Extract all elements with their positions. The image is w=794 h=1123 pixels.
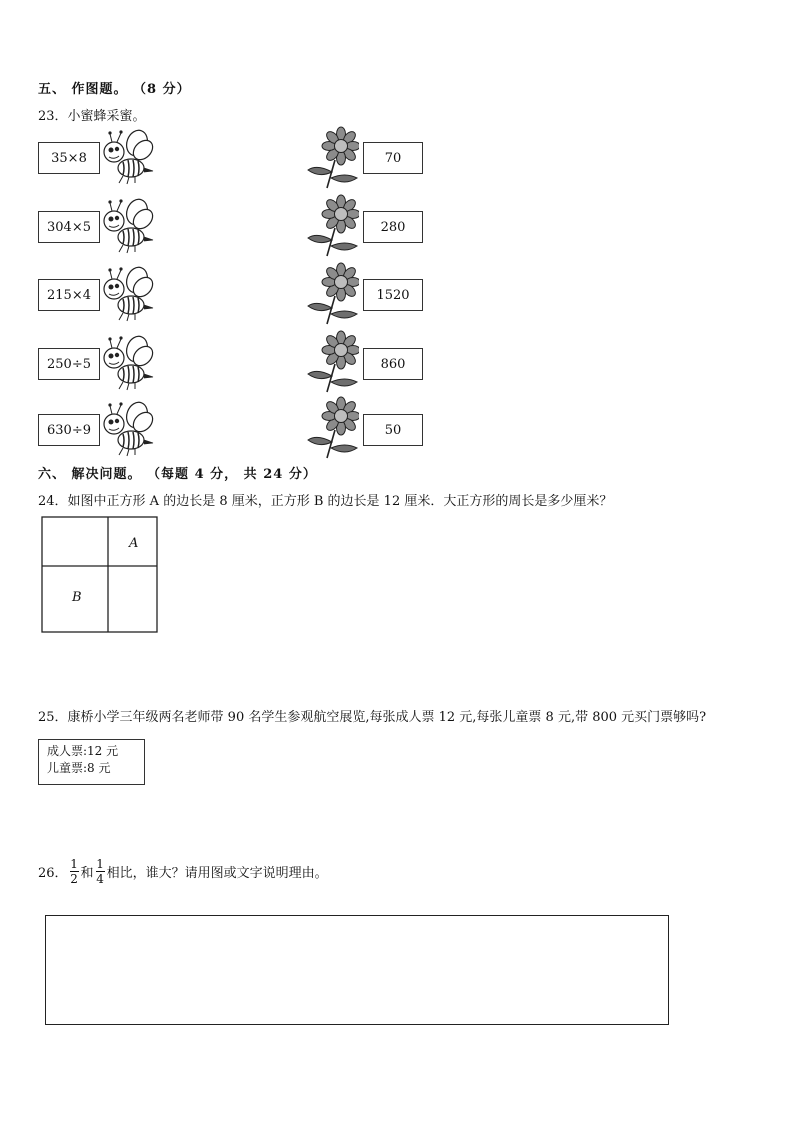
square-b-label: B	[72, 590, 82, 605]
answer-box[interactable]: 860	[363, 348, 423, 380]
fraction-one-quarter: $\frac{1}{4}$	[96, 857, 104, 886]
answer-area[interactable]	[45, 915, 669, 1025]
question-26-text: 26． $\frac{1}{2}$ 和 $\frac{1}{4}$ 相比，谁大？请用图或文字说明理由。	[38, 857, 328, 886]
flower-icon	[305, 396, 359, 460]
fraction-one-half: $\frac{1}{2}$	[70, 857, 78, 886]
ticket-price-box	[38, 739, 145, 785]
expression-box[interactable]: 304×5	[38, 211, 100, 243]
section-6-title: 六、 解决问题。 （每题 4 分， 共 24 分）	[38, 467, 317, 482]
flower-icon	[305, 194, 359, 258]
section-5-title: 五、 作图题。 （8 分）	[38, 82, 191, 97]
expression-box[interactable]: 215×4	[38, 279, 100, 311]
answer-box[interactable]: 50	[363, 414, 423, 446]
expression-box[interactable]: 35×8	[38, 142, 100, 174]
bee-icon	[97, 128, 157, 188]
question-25-text: 25．康桥小学三年级两名老师带 90 名学生参观航空展览,每张成人票 12 元,每张儿童票 8 元,带 800 元买门票够吗?	[38, 710, 707, 725]
expression-box[interactable]: 250÷5	[38, 348, 100, 380]
adult-ticket-price: 成人票:12 元	[47, 744, 119, 758]
question-23-text: 23．小蜜蜂采蜜。	[38, 109, 146, 124]
flower-icon	[305, 126, 359, 190]
answer-box[interactable]: 280	[363, 211, 423, 243]
bee-icon	[97, 265, 157, 325]
flower-icon	[305, 330, 359, 394]
square-a-label: A	[129, 536, 139, 551]
answer-box[interactable]: 1520	[363, 279, 423, 311]
squares-diagram	[41, 516, 159, 634]
expression-box[interactable]: 630÷9	[38, 414, 100, 446]
bee-icon	[97, 400, 157, 460]
answer-box[interactable]: 70	[363, 142, 423, 174]
bee-icon	[97, 334, 157, 394]
question-24-text: 24．如图中正方形 A 的边长是 8 厘米，正方形 B 的边长是 12 厘米．大正方形的周长是多少厘米？	[38, 494, 613, 509]
question-26-number: 26．	[38, 866, 68, 881]
bee-icon	[97, 197, 157, 257]
child-ticket-price: 儿童票:8 元	[47, 761, 111, 775]
flower-icon	[305, 262, 359, 326]
